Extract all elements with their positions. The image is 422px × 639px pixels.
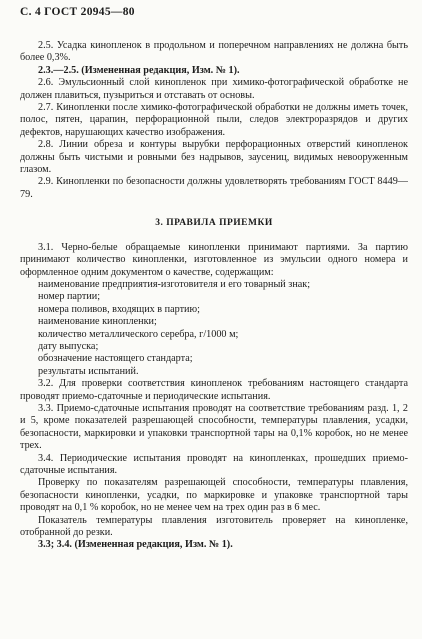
list-item: наименование кинопленки; [38,316,157,328]
paragraph-3-2: 3.2. Для проверки соответствия кинопленок требованиям настоящего стандарта проводят приемо-сдаточные и периодические испытания. [20,378,408,402]
amendment-note-2-3-2-5: 2.3.—2.5. (Измененная редакция, Изм. № 1). [38,64,240,76]
paragraph-3-4-verification: Проверку по показателям разрешающей способности, температуры плавления, безопасности кинопленки, усадки, по маркировке и упаковке транспортной тары проводят на 0,1 % коробок, но не менее чем на трех один раз в 6 мес. [20,477,408,514]
paragraph-3-4-melting: Показатель температуры плавления изготовитель проверяет на кинопленке, отобранной до резки. [20,514,408,539]
list-item: номера поливов, входящих в партию; [38,303,200,315]
document-body [20,40,408,552]
page-header: С. 4 ГОСТ 20945—80 [20,6,135,18]
paragraph-2-8: 2.8. Линии обреза и контуры вырубки перфорационных отверстий кинопленок должны быть чистыми и ровными без надрывов, заусениц, видимых невооруженным глазом. [20,139,408,176]
section-title: 3. ПРАВИЛА ПРИЕМКИ [155,218,273,229]
list-item: результаты испытаний. [38,365,139,377]
paragraph-3-3: 3.3. Приемо-сдаточные испытания проводят на соответствие требованиям разд. 1, 2 и 5, кроме показателей разрешающей способности, температуры плавления, усадки, безопасности, маркировки и упаковки транспортной тары на 0,1% коробок, но не менее трех. [20,402,408,452]
list-item: количество металлического серебра, г/1000 м; [38,328,239,340]
paragraph-2-7: 2.7. Кинопленки после химико-фотографической обработки не должны иметь точек, полос, пятен, царапин, перфорационной пыли, следов электроразрядов и других дефектов, нарушающих качество изображения. [20,102,408,138]
paragraph-3-4: 3.4. Периодические испытания проводят на кинопленках, прошедших приемо-сдаточные испытания. [20,452,408,476]
paragraph-2-5: 2.5. Усадка кинопленок в продольном и поперечном направлениях не должна быть более 0,3%. [20,40,408,64]
paragraph-3-1: 3.1. Черно-белые обращаемые кинопленки принимают партиями. За партию принимают количество кинопленки, изготовленное из эмульсии одного номера и оформленное одним документом о качестве, содержащим: [20,241,408,278]
paragraph-2-6: 2.6. Эмульсионный слой кинопленок при химико-фотографической обработке не должен плавиться, пузыриться и отставать от основы. [20,77,408,101]
list-item: номер партии; [38,291,101,303]
amendment-note-3-3-3-4: 3.3; 3.4. (Измененная редакция, Изм. № 1). [38,539,233,551]
paragraph-2-9: 2.9. Кинопленки по безопасности должны удовлетворять требованиям ГОСТ 8449—79. [20,176,408,200]
list-item: обозначение настоящего стандарта; [38,353,193,365]
list-item: наименование предприятия-изготовителя и его товарный знак; [38,278,311,290]
list-item: дату выпуска; [38,340,99,352]
